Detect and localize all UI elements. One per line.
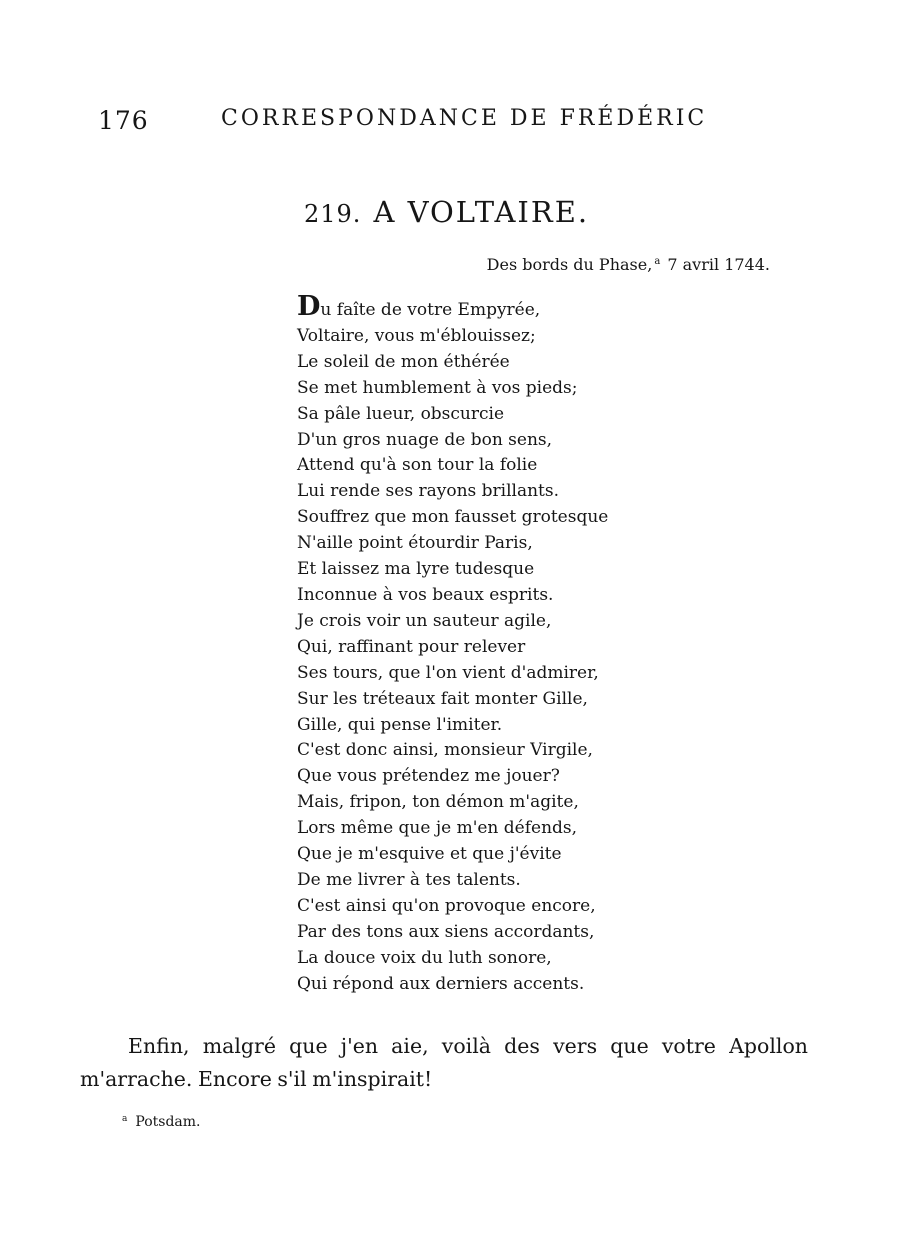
poem-line: Gille, qui pense l'imiter.	[297, 714, 503, 735]
poem-line: Qui répond aux derniers accents.	[297, 973, 585, 994]
poem-line: Qui, raffinant pour relever	[297, 636, 526, 657]
poem-line: Sur les tréteaux fait monter Gille,	[297, 688, 588, 709]
poem-line: Que je m'esquive et que j'évite	[297, 844, 562, 865]
poem-line: Lors même que je m'en défends,	[297, 818, 578, 839]
running-head: CORRESPONDANCE DE FRÉDÉRIC	[221, 106, 708, 131]
poem-line: Le soleil de mon éthérée	[297, 351, 510, 372]
poem-line: Inconnue à vos beaux esprits.	[297, 584, 554, 605]
letter-number: 219.	[304, 200, 362, 228]
poem-line	[297, 291, 608, 324]
poem-line: Voltaire, vous m'éblouissez;	[297, 325, 536, 346]
poem-line: La douce voix du luth sonore,	[297, 947, 552, 968]
poem-line: Je crois voir un sauteur agile,	[297, 610, 552, 631]
page-number: 176	[98, 106, 149, 135]
poem-line: C'est ainsi qu'on provoque encore,	[297, 895, 596, 916]
poem-line: C'est donc ainsi, monsieur Virgile,	[297, 740, 593, 761]
dateline	[487, 255, 770, 274]
drop-cap: D	[297, 291, 321, 322]
poem-line: Et laissez ma lyre tudesque	[297, 559, 535, 580]
footnote	[122, 1114, 201, 1130]
poem	[297, 291, 609, 997]
dateline-footnote-mark: a	[654, 256, 661, 267]
footnote-mark: a	[122, 1114, 128, 1124]
letter-title: A VOLTAIRE.	[373, 195, 590, 229]
poem-line: Ses tours, que l'on vient d'admirer,	[297, 662, 599, 683]
poem-first-line-text: u faîte de votre Empyrée,	[320, 300, 541, 320]
poem-line: Souffrez que mon fausset grotesque	[297, 507, 609, 528]
letter-heading	[304, 195, 589, 229]
poem-line: Attend qu'à son tour la folie	[297, 455, 538, 476]
poem-line: Mais, fripon, ton démon m'agite,	[297, 792, 579, 813]
poem-line: D'un gros nuage de bon sens,	[297, 429, 553, 450]
poem-line: Lui rende ses rayons brillants.	[297, 481, 560, 502]
poem-line: Sa pâle lueur, obscurcie	[297, 403, 505, 424]
poem-line: Par des tons aux siens accordants,	[297, 921, 595, 942]
poem-line: Se met humblement à vos pieds;	[297, 377, 578, 398]
poem-line: Que vous prétendez me jouer?	[297, 766, 560, 787]
dateline-date: 7 avril 1744.	[667, 255, 770, 274]
poem-line: De me livrer à tes talents.	[297, 869, 521, 890]
dateline-place: Des bords du Phase,	[486, 255, 653, 274]
footnote-text: Potsdam.	[135, 1114, 201, 1130]
prose-paragraph: Enfin, malgré que j'en aie, voilà des vers que votre Apollon m'arrache. Encore s'il m'inspirait!	[80, 1034, 808, 1091]
poem-line: N'aille point étourdir Paris,	[297, 533, 533, 554]
